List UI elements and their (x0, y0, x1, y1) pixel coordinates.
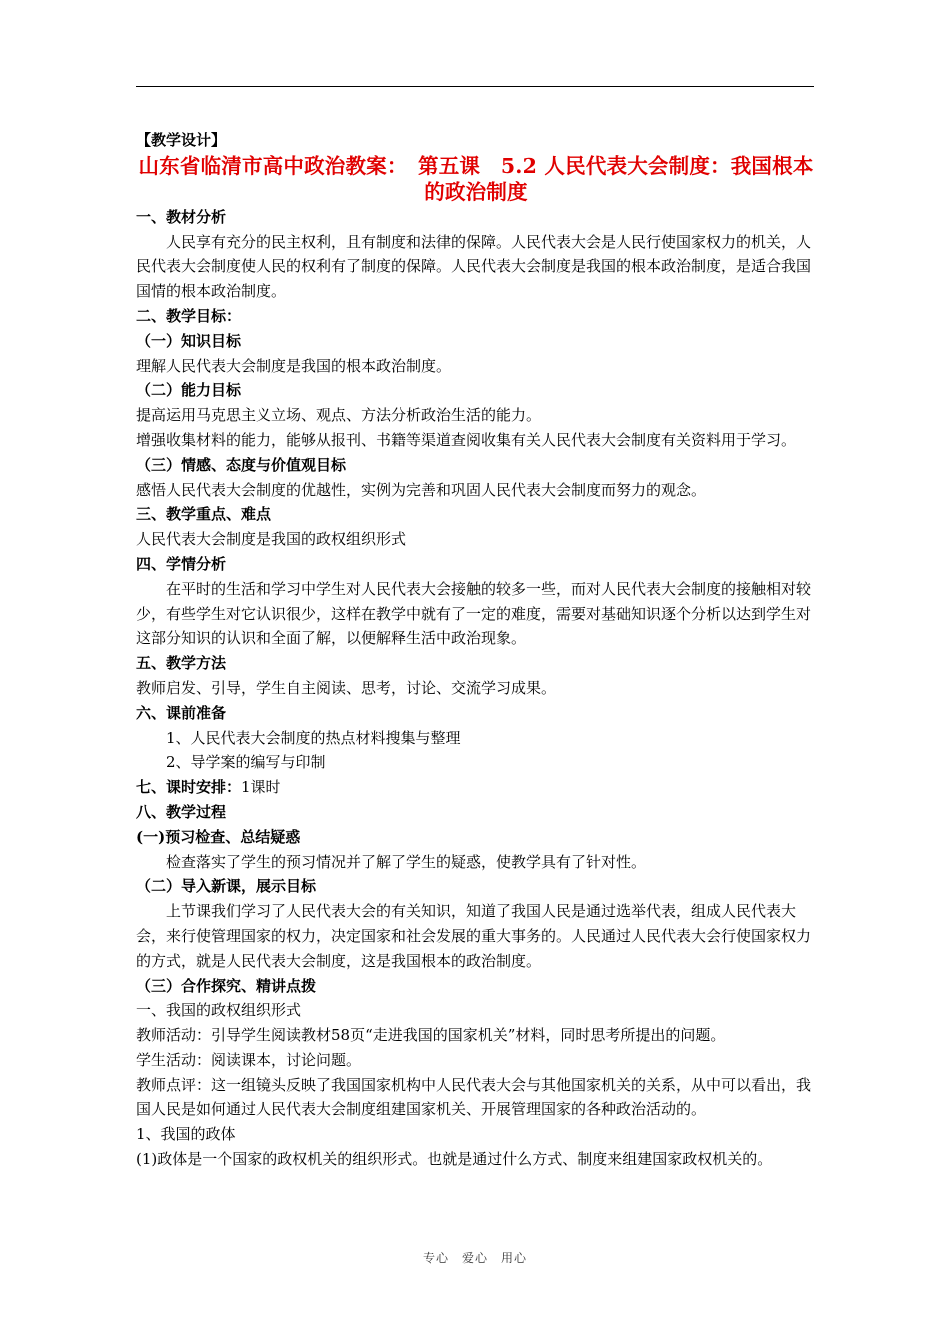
subsection-heading: （三）情感、态度与价值观目标 (136, 455, 347, 474)
paragraph: (1)政体是一个国家的政权机关的组织形式。也就是通过什么方式、制度来组建国家政权机关的。 (136, 1150, 773, 1169)
subsection-heading: (一)预习检查、总结疑惑 (136, 827, 301, 846)
schedule-line (136, 775, 816, 800)
list-item: 2、导学案的编写与印制 (166, 753, 326, 772)
paragraph: 教师点评：这一组镜头反映了我国国家机构中人民代表大会与其他国家机关的关系，从中可以看出，我国人民是如何通过人民代表大会制度组建国家机关、开展管理国家的各种政治活动的。 (136, 1075, 812, 1119)
header-rule (136, 86, 814, 87)
subsection-heading: （二）导入新课，展示目标 (136, 877, 317, 896)
list-item: 1、人民代表大会制度的热点材料搜集与整理 (166, 728, 461, 747)
subsection-heading: （二）能力目标 (136, 381, 242, 400)
subsection-heading: （一）知识目标 (136, 331, 242, 350)
section-heading: 七、课时安排： (136, 778, 242, 797)
paragraph: 教师活动：引导学生阅读教材58页“走进我国的国家机关”材料，同时思考所提出的问题。 (136, 1026, 726, 1045)
paragraph: 提高运用马克思主义立场、观点、方法分析政治生活的能力。 (136, 406, 542, 425)
document-body (136, 128, 816, 1172)
paragraph: 在平时的生活和学习中学生对人民代表大会接触的较多一些，而对人民代表大会制度的接触相对较少，有些学生对它认识很少，这样在教学中就有了一定的难度，需要对基础知识逐个分析以达到学生对这部分知识的认识和全面了解，以便解释生活中政治现象。 (136, 579, 812, 648)
doc-title: 山东省临清市高中政治教案： 第五课 5.2 人民代表大会制度：我国根本的政治制度 (138, 153, 814, 204)
paragraph: 上节课我们学习了人民代表大会的有关知识，知道了我国人民是通过选举代表，组成人民代表大会，来行使管理国家的权力，决定国家和社会发展的重大事务的。人民通过人民代表大会行使国家权力的方式，就是人民代表大会制度，这是我国根本的政治制度。 (136, 902, 812, 970)
section-heading: 五、教学方法 (136, 654, 227, 673)
doc-label: 【教学设计】 (136, 131, 227, 149)
section-heading: 三、教学重点、难点 (136, 505, 272, 524)
paragraph: 理解人民代表大会制度是我国的根本政治制度。 (136, 356, 452, 375)
schedule-value: 1课时 (241, 778, 281, 797)
paragraph: 教师启发、引导，学生自主阅读、思考，讨论、交流学习成果。 (136, 678, 557, 697)
page-footer: 专心 爱心 用心 (422, 1251, 527, 1265)
paragraph: 学生活动：阅读课本，讨论问题。 (136, 1050, 362, 1069)
paragraph: 一、我国的政权组织形式 (136, 1001, 302, 1020)
section-heading: 二、教学目标： (136, 306, 242, 325)
section-heading: 六、课前准备 (136, 703, 227, 722)
paragraph: 1、我国的政体 (136, 1125, 236, 1144)
paragraph: 人民代表大会制度是我国的政权组织形式 (136, 530, 407, 549)
section-heading: 一、教材分析 (136, 207, 227, 226)
paragraph: 人民享有充分的民主权利，且有制度和法律的保障。人民代表大会是人民行使国家权力的机关，人民代表大会制度使人民的权利有了制度的保障。人民代表大会制度是我国的根本政治制度，是适合我国国情的根本政治制度。 (136, 232, 812, 301)
paragraph: 检查落实了学生的预习情况并了解了学生的疑惑，使教学具有了针对性。 (166, 852, 647, 871)
section-heading: 四、学情分析 (136, 554, 227, 573)
paragraph: 增强收集材料的能力，能够从报刊、书籍等渠道查阅收集有关人民代表大会制度有关资料用于学习。 (136, 430, 797, 449)
subsection-heading: （三）合作探究、精讲点拨 (136, 976, 317, 995)
section-heading: 八、教学过程 (136, 802, 227, 821)
paragraph: 感悟人民代表大会制度的优越性，实例为完善和巩固人民代表大会制度而努力的观念。 (136, 480, 707, 499)
